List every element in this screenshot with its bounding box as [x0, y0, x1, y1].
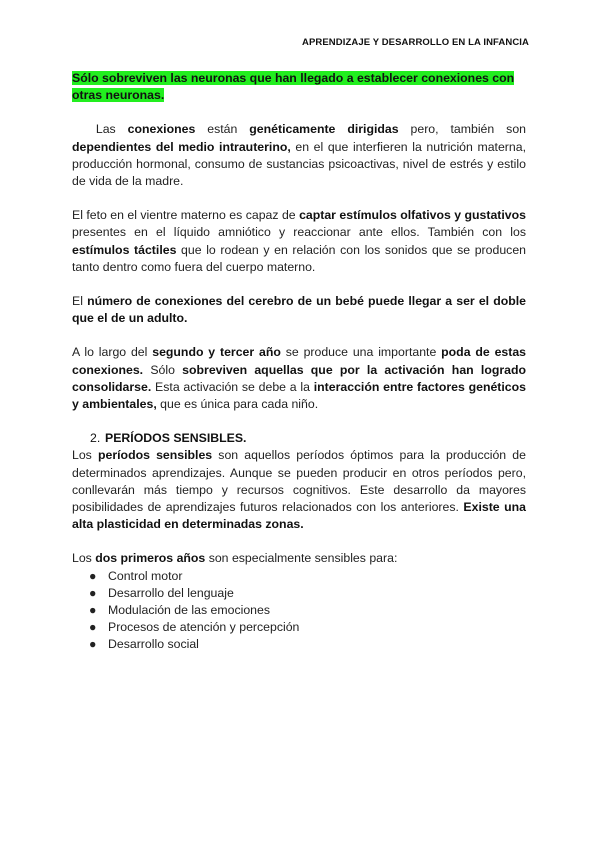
bold-text: número de conexiones del cerebro de un bebé puede llegar a ser el doble que el de un adulto. — [72, 294, 526, 326]
list-item-label: Desarrollo social — [108, 637, 199, 652]
bold-text: dos primeros años — [95, 551, 206, 566]
text: Los — [72, 551, 96, 566]
text: El — [72, 294, 88, 309]
list-item-label: Control motor — [108, 568, 183, 583]
document-body — [72, 70, 526, 654]
document-header: APRENDIZAJE Y DESARROLLO EN LA INFANCIA — [302, 37, 529, 48]
text: se produce una importante — [280, 345, 442, 360]
list-item-label: Desarrollo del lenguaje — [108, 585, 234, 600]
bullet-icon: ● — [89, 637, 97, 652]
paragraph-poda — [72, 344, 526, 413]
bold-text: segundo y tercer año — [152, 345, 281, 360]
bullet-icon: ● — [89, 568, 97, 583]
text: son especialmente sensibles para: — [205, 551, 398, 566]
text: en el que interfieren la nutrición materna, producción hormonal, consumo de sustancias psicoactivas, nivel de estrés y estilo de vida de la madre. — [72, 139, 526, 189]
text: Sólo — [143, 362, 183, 377]
list-item — [72, 585, 526, 602]
bold-text: genéticamente dirigidas — [249, 122, 399, 137]
paragraph-feto — [72, 207, 526, 276]
paragraph-conexiones — [72, 121, 526, 190]
bold-text: sobreviven aquellas que por la activación han logrado consolidarse. — [72, 362, 526, 394]
text: que lo rodean y en relación con los sonidos que se producen tanto dentro como fuera del cuerpo materno. — [72, 242, 526, 274]
text: son aquellos períodos óptimos para la producción de determinados aprendizajes. Aunque se pueden producir en otros períodos pero, conllevarán más tiempo y recursos cognitivos. Este desarrollo da mayores posibilidades de aprendizajes futuros relacionados con los anteriores. — [72, 448, 526, 515]
list-item — [72, 636, 526, 653]
text: pero, también son — [398, 122, 526, 137]
bold-text: interacción entre factores genéticos y ambientales, — [72, 379, 526, 412]
bold-text: dependientes del medio intrauterino, — [72, 139, 291, 154]
bold-text: conexiones — [127, 122, 196, 137]
text: que es única para cada niño. — [156, 397, 319, 412]
list-item — [72, 602, 526, 619]
highlight-text: Sólo sobreviven las neuronas que han llegado a establecer conexiones con otras neuronas. — [72, 71, 515, 103]
bold-text: poda de estas conexiones. — [72, 345, 527, 377]
section-title: PERÍODOS SENSIBLES. — [105, 431, 247, 446]
paragraph-dos-primeros-anos — [72, 550, 526, 567]
list-item — [72, 568, 526, 585]
text: Los — [72, 448, 98, 463]
paragraph-periodos-sensibles — [72, 447, 526, 533]
bullet-icon: ● — [89, 620, 97, 635]
text: Esta activación se debe a la — [151, 379, 314, 394]
list-item-label: Modulación de las emociones — [108, 603, 271, 618]
text: presentes en el líquido amniótico y reaccionar ante ellos. También con los — [72, 225, 526, 240]
bold-text: Existe una alta plasticidad en determinadas zonas. — [72, 500, 526, 532]
paragraph-numero-conexiones — [72, 293, 526, 327]
section-number: 2. — [90, 431, 101, 446]
bold-text: períodos sensibles — [98, 448, 213, 463]
bullet-icon: ● — [89, 585, 97, 600]
text: están — [195, 122, 250, 137]
bold-text: estímulos táctiles — [72, 242, 177, 257]
list-item-label: Procesos de atención y percepción — [108, 620, 300, 635]
list-item — [72, 619, 526, 636]
highlighted-statement — [72, 70, 526, 104]
text: El feto en el vientre materno es capaz de — [72, 208, 300, 223]
bold-text: captar estímulos olfativos y gustativos — [299, 208, 526, 223]
section-heading — [72, 430, 526, 447]
text: A lo largo del — [72, 345, 153, 360]
bullet-list — [72, 568, 526, 654]
text: Las — [72, 122, 128, 137]
bullet-icon: ● — [89, 603, 97, 618]
